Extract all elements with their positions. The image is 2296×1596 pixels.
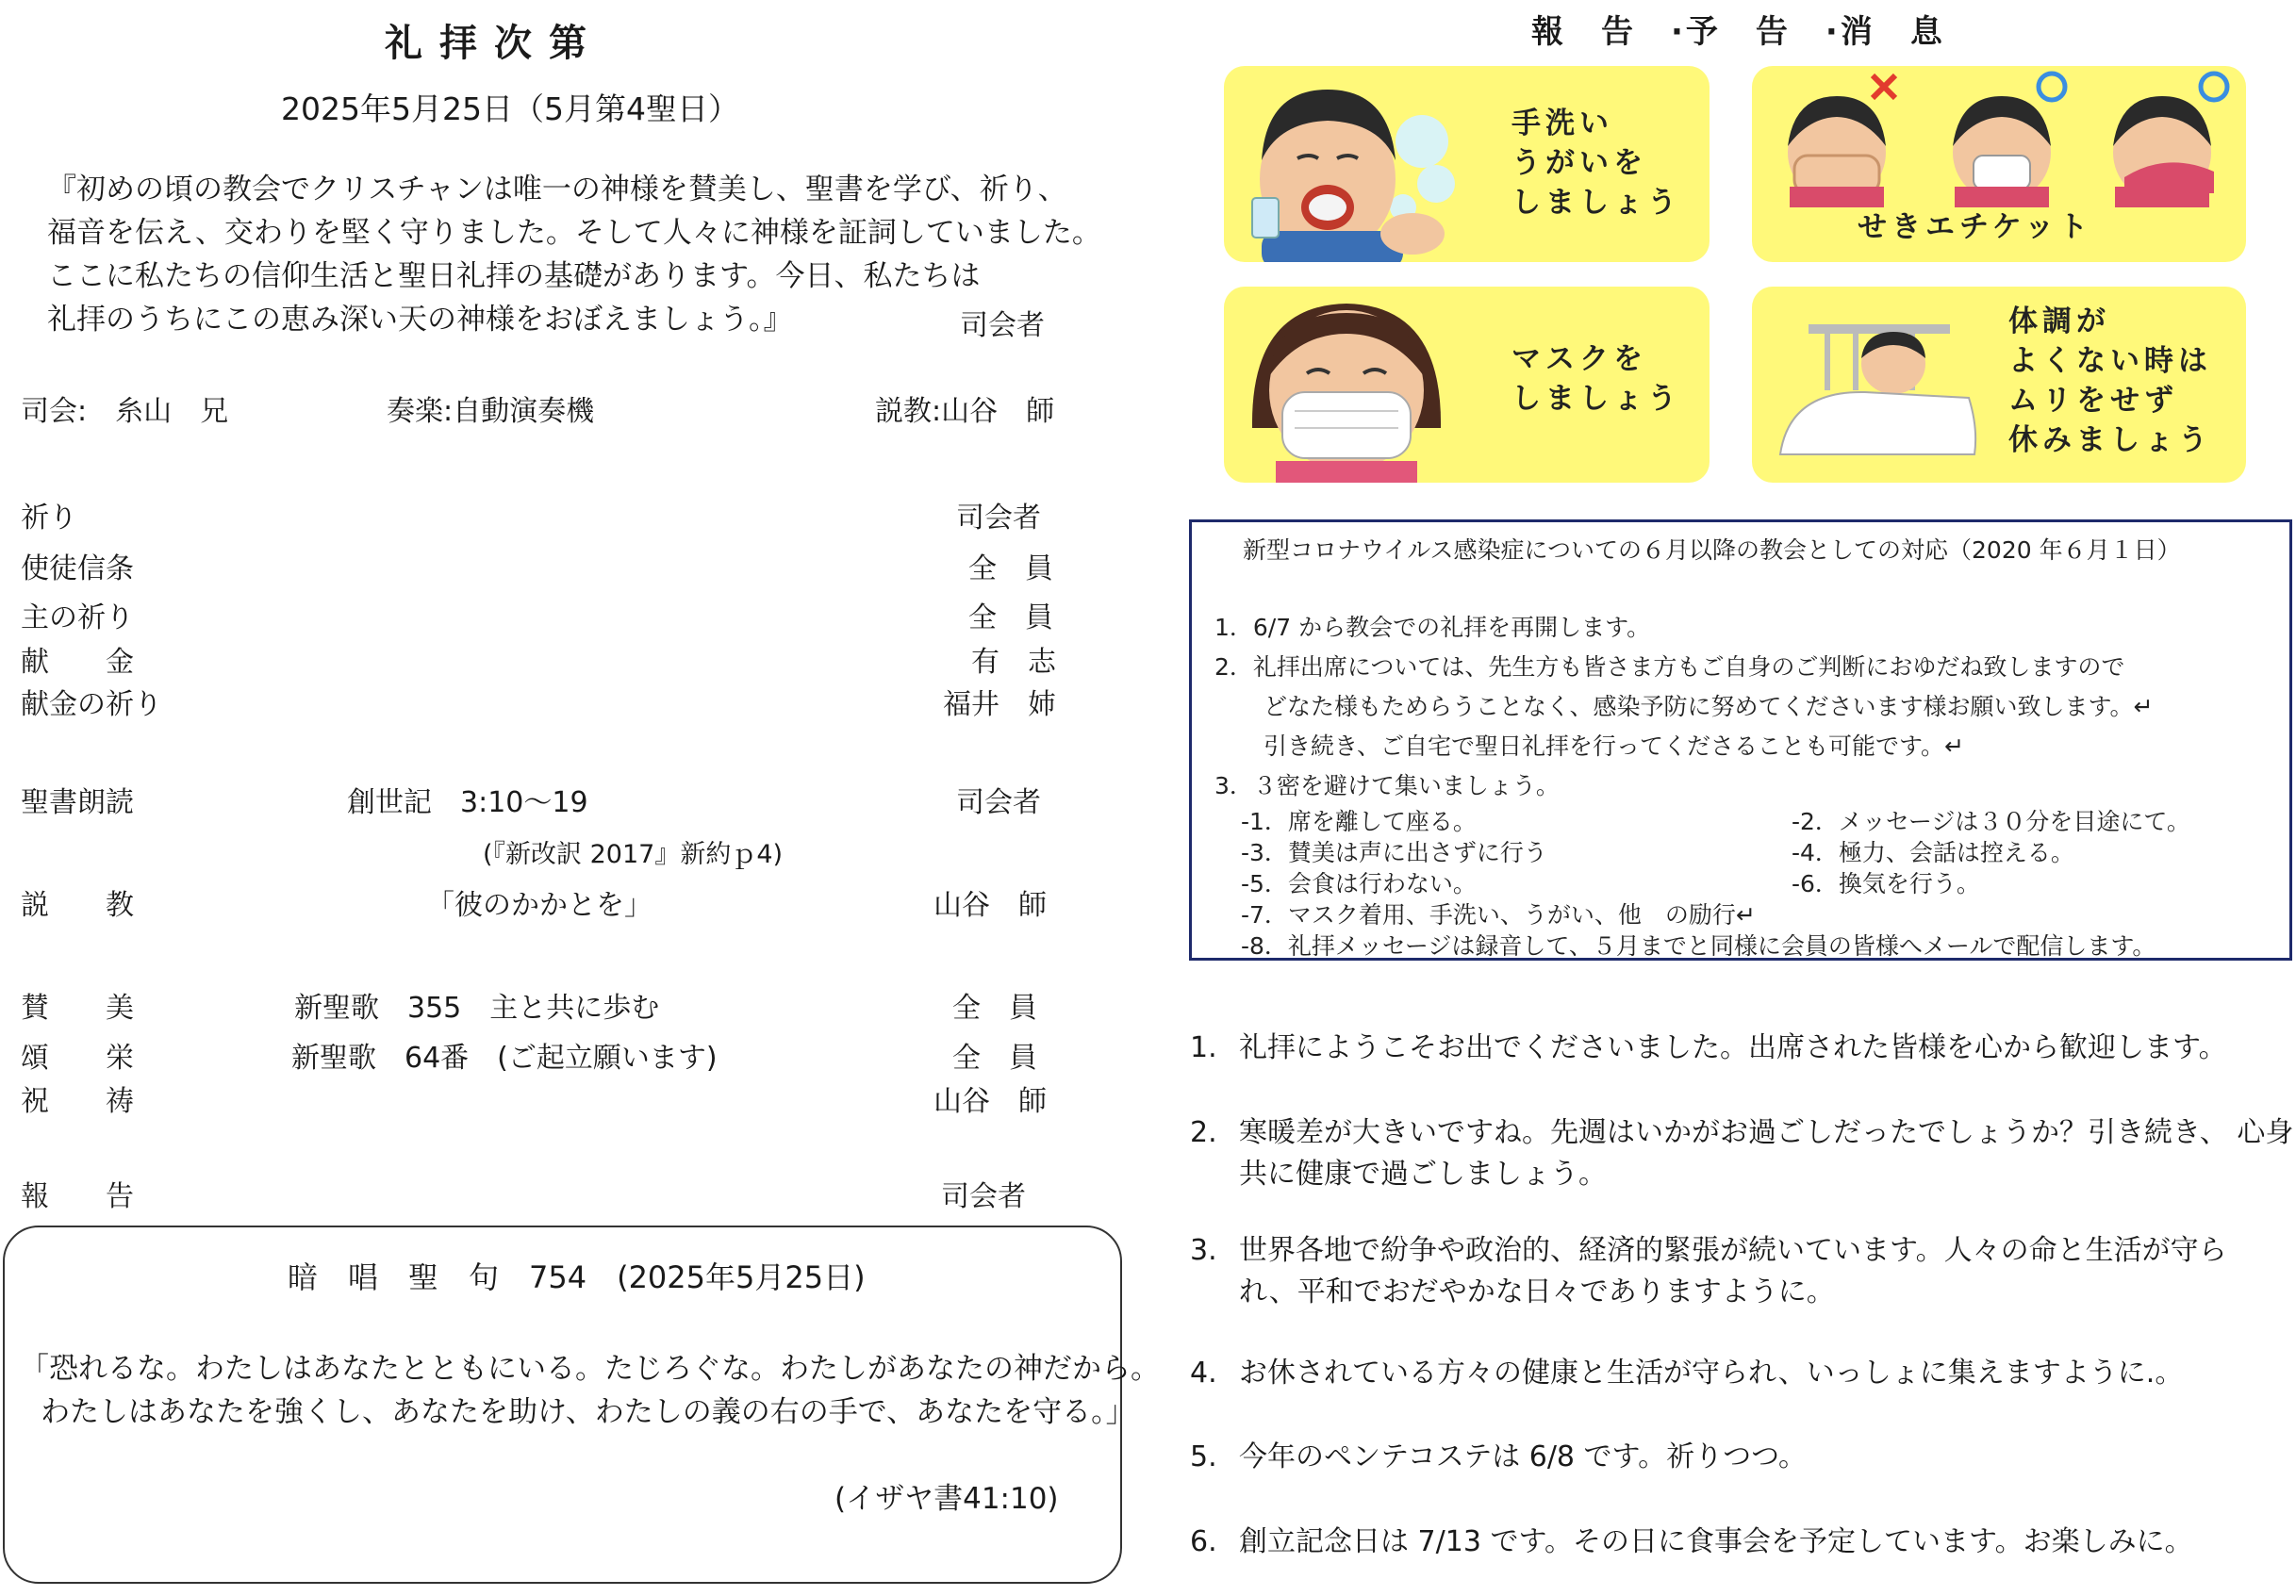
memory-verse-line: わたしはあなたを強くし、あなたを助け、わたしの義の右の手で、あなたを守る。」 bbox=[41, 1395, 1135, 1429]
covid-rule: -6．換気を行う。 bbox=[1792, 870, 1980, 897]
handwash-illustration bbox=[1224, 66, 1469, 262]
order-row bbox=[21, 681, 1058, 721]
staff-emcee: 司会: 糸山 兄 bbox=[21, 395, 229, 428]
announcement-number: 3. bbox=[1190, 1234, 1217, 1267]
covid-rule: -2．メッセージは３０分を目途にて。 bbox=[1792, 808, 2190, 835]
covid-item: 引き続き、ご自宅で聖日礼拝を行ってくださることも可能です。↵ bbox=[1264, 732, 1964, 760]
handwash-card bbox=[1224, 66, 1710, 262]
intro-paragraph bbox=[47, 168, 1101, 341]
card-line: しましょう bbox=[1511, 382, 1681, 416]
order-row bbox=[21, 594, 1058, 632]
order-person: 司会者 bbox=[956, 502, 1041, 535]
order-row bbox=[21, 638, 1058, 679]
announcement-text: 共に健康で過ごしましょう。 bbox=[1239, 1158, 1607, 1191]
announcement-number: 4. bbox=[1190, 1357, 1217, 1390]
covid-item: 2．礼拝出席については、先生方も皆さま方もご自身のご判断におゆだね致しますので bbox=[1214, 653, 2125, 681]
order-name: 賛 美 bbox=[21, 992, 134, 1025]
intro-line: ここに私たちの信仰生活と聖日礼拝の基礎があります。今日、私たちは bbox=[47, 259, 981, 293]
announcement-number: 1. bbox=[1190, 1031, 1217, 1064]
memory-verse-title: 暗 唱 聖 句 754 (2025年5月25日) bbox=[288, 1259, 866, 1295]
covid-rule: -8．礼拝メッセージは録音して、５月までと同様に会員の皆様へメールで配信します。 bbox=[1241, 932, 2156, 960]
order-detail: 「彼のかかとを」 bbox=[426, 889, 652, 922]
order-row bbox=[21, 1078, 1058, 1118]
card-line: しましょう bbox=[1511, 186, 1681, 220]
announcement-text: 今年のペンテコステは 6/8 です。祈りつつ。 bbox=[1239, 1440, 1807, 1473]
rest-card bbox=[1752, 287, 2246, 483]
order-person: 全 員 bbox=[952, 992, 1037, 1025]
card-line: ムリをせず bbox=[2008, 384, 2178, 418]
order-row bbox=[21, 1173, 1058, 1213]
covid-rule: -1．席を離して座る。 bbox=[1241, 808, 1477, 835]
mask-card bbox=[1224, 287, 1710, 483]
order-row bbox=[21, 545, 1058, 583]
sick-in-bed-illustration bbox=[1752, 287, 1997, 483]
cough-etiquette-card bbox=[1752, 66, 2246, 262]
order-detail: 創世記 3:10〜19 bbox=[347, 786, 588, 819]
announcements-title: 報 告 ·予 告 ·消 息 bbox=[1531, 13, 1945, 51]
covid-heading: 新型コロナウイルス感染症についての６月以降の教会としての対応（2020 年６月１日） bbox=[1243, 536, 2181, 564]
order-person: 司会者 bbox=[956, 786, 1041, 819]
card-line: マスクを bbox=[1511, 342, 1647, 376]
order-person: 全 員 bbox=[968, 601, 1053, 634]
rest-text bbox=[2008, 302, 2212, 460]
covid-rule: -5．会食は行わない。 bbox=[1241, 870, 1477, 897]
intro-line: 福音を伝え、交わりを堅く守りました。そして人々に神様を証詞していました。 bbox=[47, 216, 1101, 250]
announcement-text: 寒暖差が大きいですね。先週はいかがお過ごしだったでしょうか？引き続き、 心身 bbox=[1239, 1116, 2294, 1149]
intro-attribution: 司会者 bbox=[960, 309, 1045, 342]
covid-rule: -4．極力、会話は控える。 bbox=[1792, 839, 2074, 866]
staff-music: 奏楽:自動演奏機 bbox=[387, 395, 595, 428]
mask-illustration bbox=[1224, 287, 1469, 483]
covid-item: 1．6/7 から教会での礼拝を再開します。 bbox=[1214, 614, 1651, 641]
mask-text bbox=[1511, 339, 1681, 419]
order-name: 使徒信条 bbox=[21, 552, 134, 585]
order-row bbox=[21, 833, 1058, 871]
order-row bbox=[21, 779, 1058, 819]
order-row bbox=[21, 984, 1058, 1025]
handwash-text bbox=[1511, 104, 1681, 222]
order-name: 報 告 bbox=[21, 1180, 134, 1213]
announcement-text: お休されている方々の健康と生活が守られ、いっしょに集えますように.。 bbox=[1239, 1357, 2184, 1390]
card-line: よくない時は bbox=[2008, 344, 2212, 378]
card-line: 手洗い bbox=[1511, 107, 1613, 140]
announcement-number: 2. bbox=[1190, 1116, 1217, 1149]
order-name: 頌 栄 bbox=[21, 1042, 134, 1075]
order-name: 祝 祷 bbox=[21, 1085, 134, 1118]
order-row bbox=[21, 494, 1058, 535]
intro-line: 『初めの頃の教会でクリスチャンは唯一の神様を賛美し、聖書を学び、祈り、 bbox=[47, 173, 1067, 206]
service-date: 2025年5月25日（5月第4聖日） bbox=[281, 90, 739, 127]
order-row bbox=[21, 1034, 1058, 1075]
announcement-number: 5. bbox=[1190, 1440, 1217, 1473]
order-detail: (『新改訳 2017』新約ｐ4) bbox=[483, 840, 784, 869]
order-detail: 新聖歌 355 主と共に歩む bbox=[294, 992, 660, 1025]
covid-policy-box bbox=[1189, 519, 2292, 961]
announcement-text: 創立記念日は 7/13 です。その日に食事会を予定しています。お楽しみに。 bbox=[1239, 1525, 2193, 1558]
cough-etiquette-illustration bbox=[1752, 66, 2246, 207]
order-row bbox=[21, 881, 1058, 922]
cough-etiquette-text: せきエチケット bbox=[1858, 210, 2093, 244]
covid-rule: -7．マスク着用、手洗い、うがい、他 の励行↵ bbox=[1241, 901, 1756, 929]
order-name: 説 教 bbox=[21, 889, 134, 922]
covid-item: 3．３密を避けて集いましょう。 bbox=[1214, 772, 1560, 799]
intro-line: 礼拝のうちにこの恵み深い天の神様をおぼえましょう。』 bbox=[47, 303, 793, 337]
order-person: 福井 姉 bbox=[943, 688, 1056, 721]
covid-item: どなた様もためらうことなく、感染予防に努めてくださいます様お願い致します。↵ bbox=[1264, 693, 2154, 720]
order-name: 主の祈り bbox=[21, 601, 134, 634]
memory-verse-reference: (イザヤ書41:10) bbox=[834, 1482, 1059, 1516]
order-detail: 新聖歌 64番 (ご起立願います) bbox=[291, 1042, 718, 1075]
order-person: 全 員 bbox=[968, 552, 1053, 585]
order-person: 全 員 bbox=[952, 1042, 1037, 1075]
card-line: うがいを bbox=[1511, 146, 1647, 180]
order-name: 聖書朗読 bbox=[21, 786, 134, 819]
announcement-text: 礼拝にようこそお出でくださいました。出席された皆様を心から歓迎します。 bbox=[1239, 1031, 2227, 1064]
order-person: 司会者 bbox=[941, 1180, 1026, 1213]
order-person: 山谷 師 bbox=[933, 1085, 1047, 1118]
order-person: 有 志 bbox=[971, 646, 1056, 679]
announcement-text: れ、平和でおだやかな日々でありますように。 bbox=[1239, 1275, 1835, 1308]
order-name: 献 金 bbox=[21, 646, 134, 679]
announcement-text: 世界各地で紛争や政治的、経済的緊張が続いています。人々の命と生活が守ら bbox=[1239, 1234, 2227, 1267]
order-person: 山谷 師 bbox=[933, 889, 1047, 922]
memory-verse-line: 「恐れるな。わたしはあなたとともにいる。たじろぐな。わたしがあなたの神だから。 bbox=[20, 1352, 1160, 1386]
memory-verse-box bbox=[3, 1226, 1160, 1584]
order-name: 祈り bbox=[21, 502, 77, 535]
staff-preacher: 説教:山谷 師 bbox=[875, 395, 1055, 428]
page-title: 礼拝次第 bbox=[385, 22, 603, 65]
card-line: 休みましょう bbox=[2008, 423, 2212, 457]
order-name: 献金の祈り bbox=[21, 688, 162, 721]
announcement-number: 6. bbox=[1190, 1525, 1217, 1558]
card-line: 体調が bbox=[2008, 304, 2110, 338]
covid-rule: -3．賛美は声に出さずに行う bbox=[1241, 839, 1547, 866]
